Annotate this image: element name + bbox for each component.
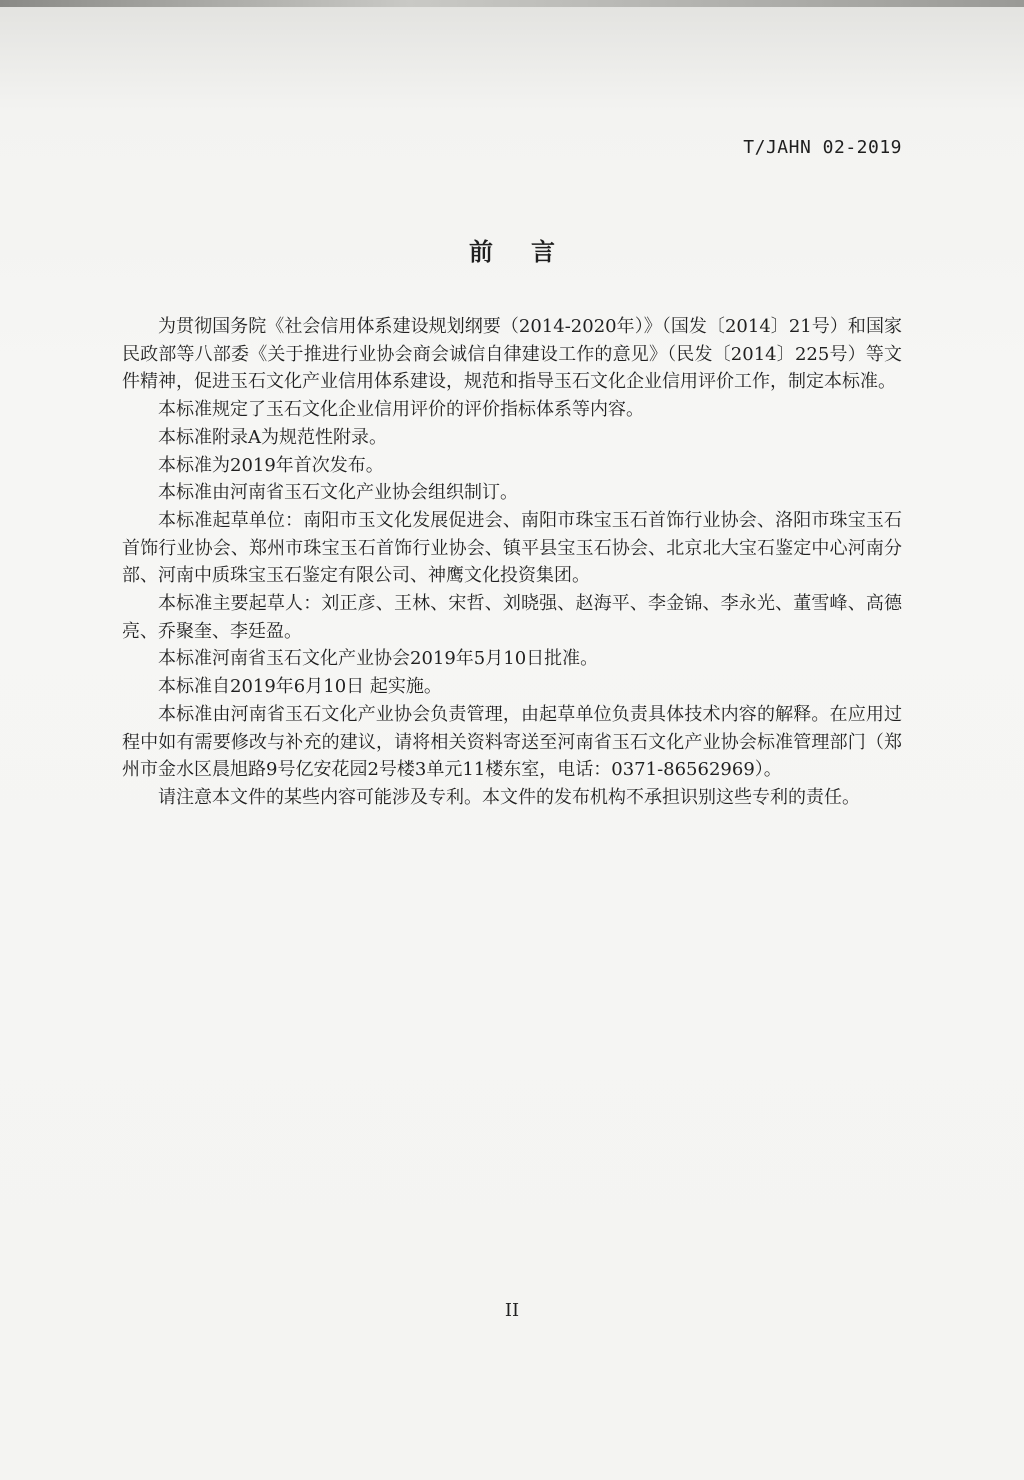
paragraph-effective-date: 本标准自2019年6月10日 起实施。 bbox=[158, 676, 442, 698]
paragraph-scope: 本标准规定了玉石文化企业信用评价的评价指标体系等内容。 bbox=[158, 399, 644, 421]
paragraph-management: 本标准由河南省玉石文化产业协会负责管理，由起草单位负责具体技术内容的解释。在应用过程中如有需要修改与补充的建议，请将相关资料寄送至河南省玉石文化产业协会标准管理部门（郑州市金水区晨旭路9号亿安花园2号楼3单元11楼东室，电话：0371-86562969）。 bbox=[122, 703, 902, 781]
paragraph-drafting-units: 本标准起草单位：南阳市玉文化发展促进会、南阳市珠宝玉石首饰行业协会、洛阳市珠宝玉石首饰行业协会、郑州市珠宝玉石首饰行业协会、镇平县宝玉石协会、北京北大宝石鉴定中心河南分部、河南中质珠宝玉石鉴定有限公司、神鹰文化投资集团。 bbox=[122, 509, 902, 587]
paragraph-appendix: 本标准附录A为规范性附录。 bbox=[158, 426, 387, 448]
foreword-body bbox=[122, 313, 902, 812]
page-number: II bbox=[504, 1300, 520, 1321]
paragraph-approval: 本标准河南省玉石文化产业协会2019年5月10日批准。 bbox=[158, 648, 599, 670]
paragraph-purpose: 为贯彻国务院《社会信用体系建设规划纲要（2014-2020年）》（国发〔2014〕21号）和国家民政部等八部委《关于推进行业协会商会诚信自律建设工作的意见》（民发〔2014〕225号）等文件精神，促进玉石文化产业信用体系建设，规范和指导玉石文化企业信用评价工作，制定本标准。 bbox=[122, 316, 902, 393]
paragraph-patent-notice: 请注意本文件的某些内容可能涉及专利。本文件的发布机构不承担识别这些专利的责任。 bbox=[158, 786, 860, 808]
page-title: 前言 bbox=[469, 238, 593, 266]
paragraph-organizer: 本标准由河南省玉石文化产业协会组织制订。 bbox=[158, 482, 518, 504]
paragraph-first-release: 本标准为2019年首次发布。 bbox=[158, 454, 384, 476]
scan-top-edge bbox=[0, 0, 1024, 7]
paragraph-drafters: 本标准主要起草人：刘正彦、王林、宋哲、刘晓强、赵海平、李金锦、李永光、董雪峰、高德亮、乔聚奎、李廷盈。 bbox=[122, 593, 902, 642]
standard-number: T/JAHN 02-2019 bbox=[743, 137, 902, 158]
